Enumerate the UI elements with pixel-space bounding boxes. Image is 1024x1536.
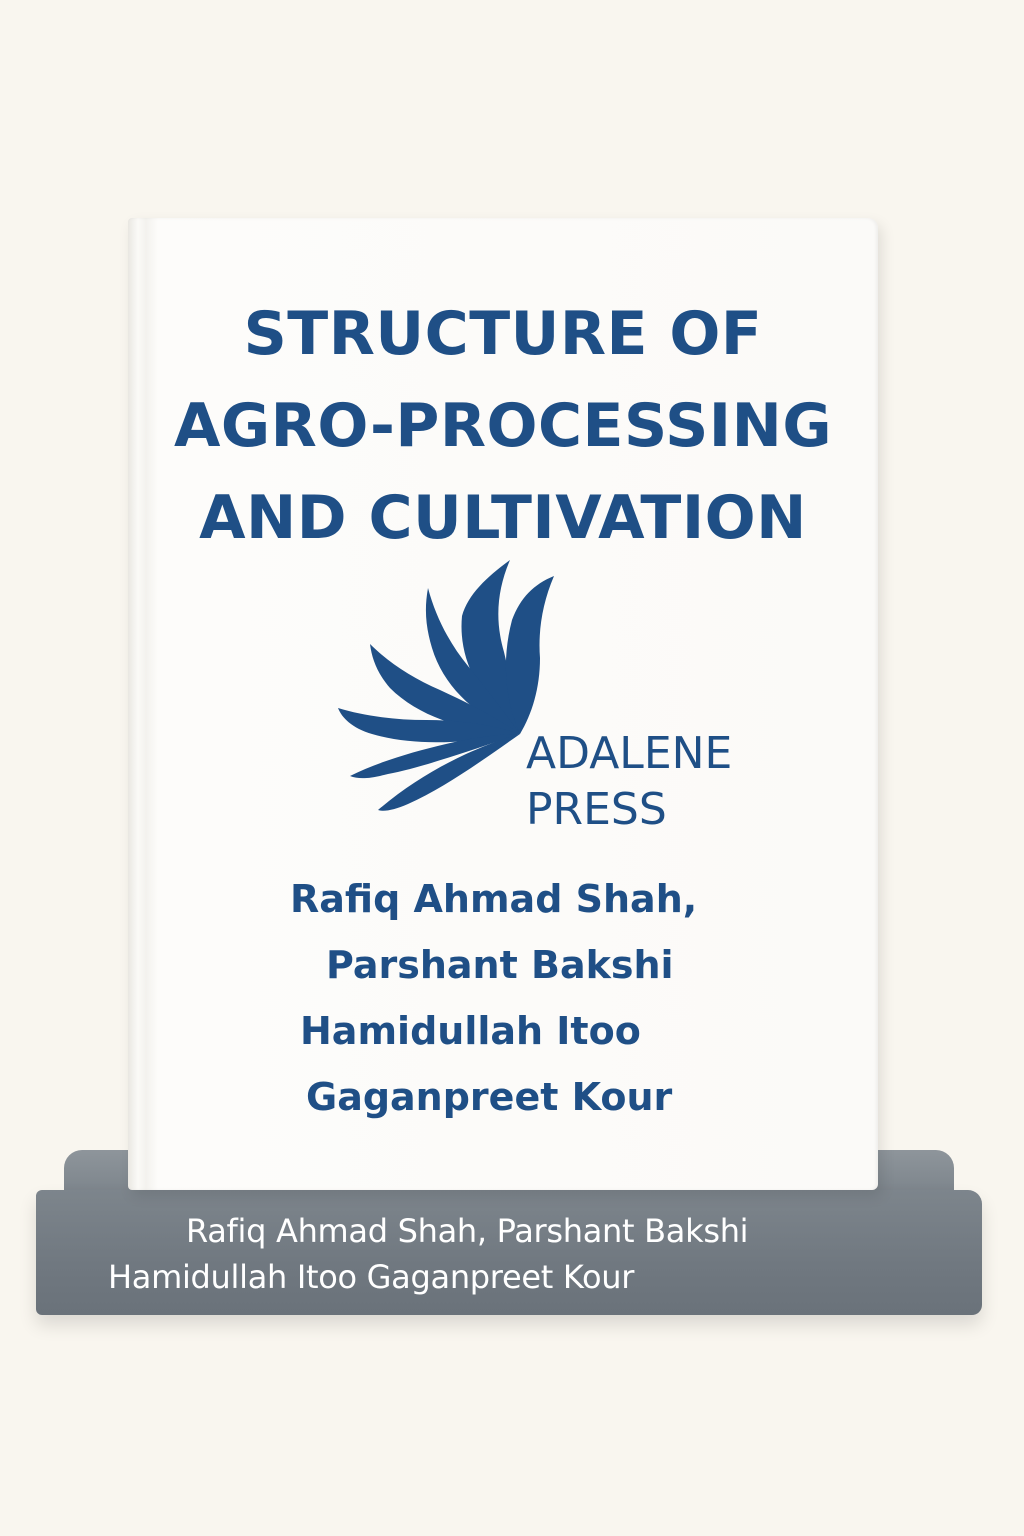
title-line-2: AGRO-PROCESSING <box>173 391 833 461</box>
publisher-name <box>526 726 732 838</box>
author-name: Gaganpreet Kour <box>306 1075 673 1119</box>
author-list <box>128 866 878 1130</box>
spine-authors-line-1: Rafiq Ahmad Shah, Parshant Bakshi <box>186 1212 749 1250</box>
lower-book-spine <box>36 1190 982 1315</box>
author-name: Hamidullah Itoo <box>300 1009 641 1053</box>
author-name: Parshant Bakshi <box>326 943 674 987</box>
title-line-3: AND CULTIVATION <box>199 483 807 553</box>
spine-authors-line-2: Hamidullah Itoo Gaganpreet Kour <box>108 1258 635 1296</box>
title-line-1: STRUCTURE OF <box>243 299 763 369</box>
book-cover <box>128 218 878 1190</box>
author-name: Rafiq Ahmad Shah, <box>290 877 698 921</box>
publisher-line-2: PRESS <box>526 784 667 835</box>
book-title <box>128 288 878 564</box>
publisher-line-1: ADALENE <box>526 728 733 779</box>
